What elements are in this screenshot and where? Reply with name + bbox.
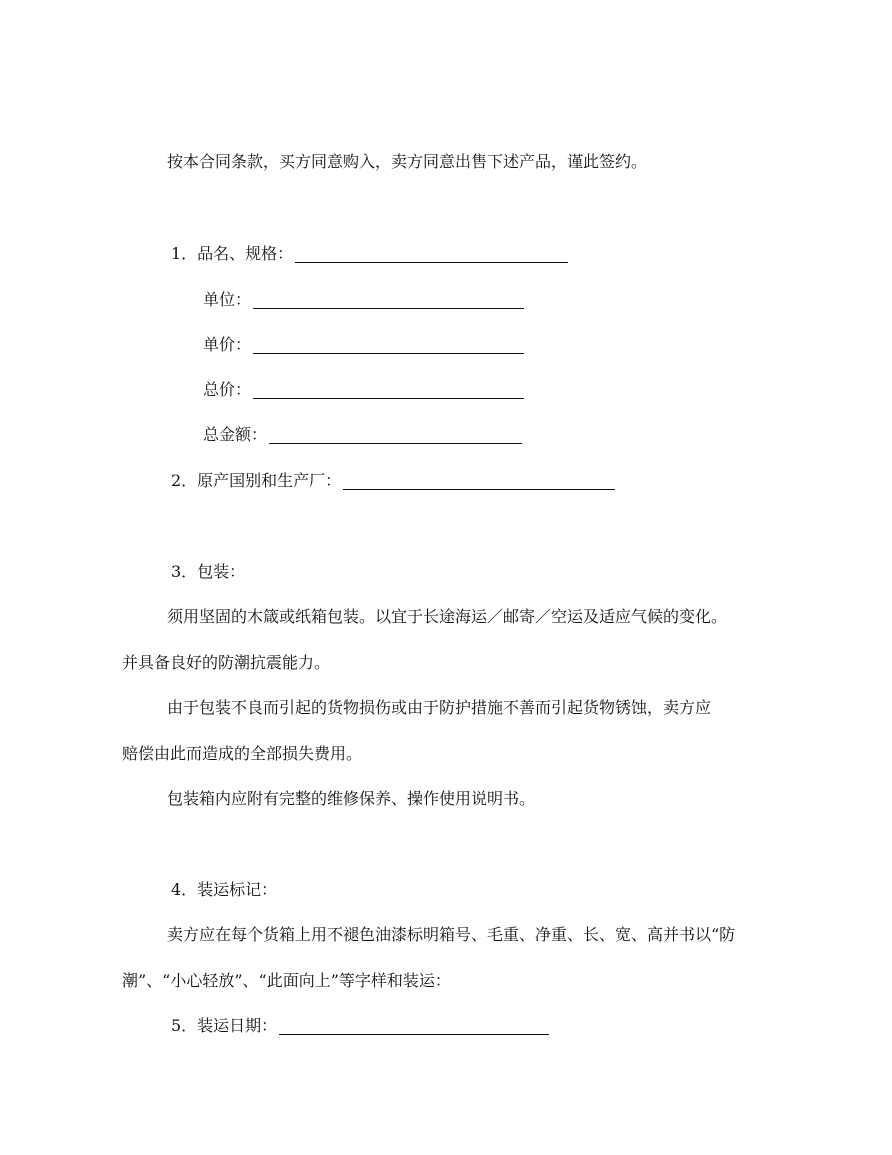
product-name-spec-field (171, 243, 568, 265)
shipping-marks-line2: 潮”、“小心轻放”、“此面向上”等字样和装运： (122, 971, 451, 990)
packing-para1-line2: 并具备良好的防潮抗震能力。 (122, 653, 331, 672)
unit-blank[interactable] (253, 292, 524, 309)
shipping-marks-line1: 卖方应在每个货箱上用不褪色油漆标明箱号、毛重、净重、长、宽、高并书以“防 (167, 925, 736, 944)
packing-para1-line1: 须用坚固的木箴或纸箱包装。以宜于长途海运／邮寄／空运及适应气候的变化。 (167, 607, 728, 626)
packing-para2-line2: 赔偿由此而造成的全部损失费用。 (122, 744, 363, 763)
total-amount-label: 总金额： (203, 425, 268, 444)
total-price-field (203, 379, 524, 401)
origin-manufacturer-blank[interactable] (343, 473, 615, 490)
packing-para3: 包装箱内应附有完整的维修保养、操作使用说明书。 (167, 789, 536, 808)
packing-heading: 3．包装： (171, 562, 246, 581)
total-amount-field (203, 424, 522, 446)
intro-paragraph: 按本合同条款，买方同意购入，卖方同意出售下述产品，谨此签约。 (167, 152, 648, 171)
packing-para2-line1: 由于包装不良而引起的货物损伤或由于防护措施不善而引起货物锈蚀，卖方应 (167, 698, 712, 717)
product-name-spec-label: 1．品名、规格： (171, 244, 294, 263)
total-price-blank[interactable] (253, 382, 524, 399)
shipping-marks-heading: 4．装运标记： (171, 880, 278, 899)
product-name-spec-blank[interactable] (295, 246, 568, 263)
shipment-date-blank[interactable] (279, 1018, 549, 1035)
shipment-date-label: 5．装运日期： (171, 1016, 278, 1035)
origin-manufacturer-field (171, 470, 615, 492)
shipment-date-field (171, 1015, 549, 1037)
total-price-label: 总价： (203, 380, 252, 399)
unit-price-blank[interactable] (253, 337, 524, 354)
unit-label: 单位： (203, 290, 252, 309)
unit-price-field (203, 334, 524, 356)
total-amount-blank[interactable] (269, 427, 522, 444)
unit-field (203, 289, 524, 311)
origin-manufacturer-label: 2．原产国别和生产厂： (171, 471, 342, 490)
unit-price-label: 单价： (203, 335, 252, 354)
